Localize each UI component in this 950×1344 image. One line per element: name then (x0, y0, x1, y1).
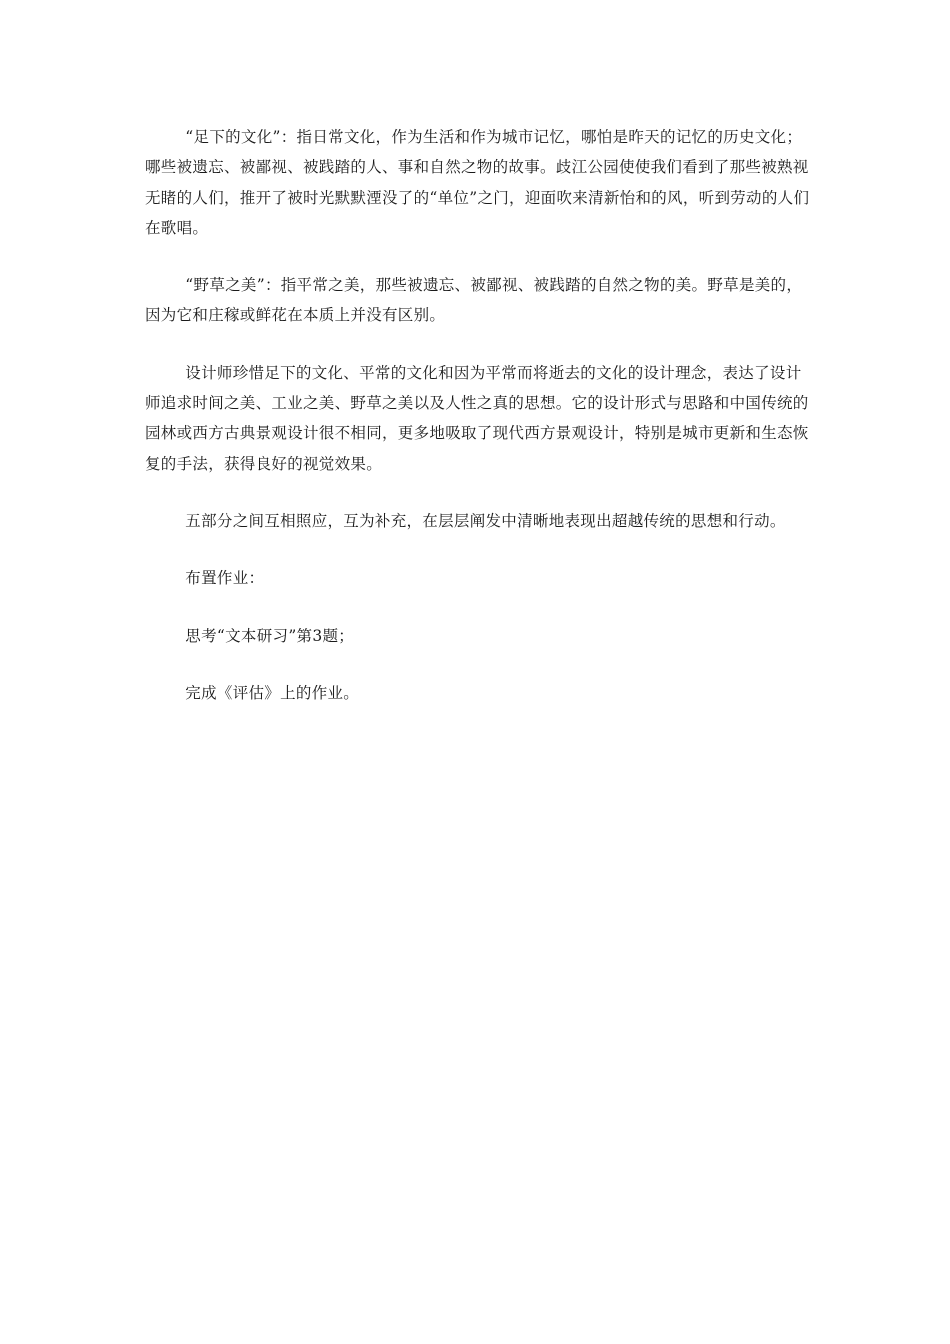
homework-heading: 布置作业： (185, 569, 265, 588)
paragraph-beauty-of-weeds: “野草之美”：指平常之美，那些被遗忘、被鄙视、被践踏的自然之物的美。野草是美的，因为它和庄稼或鲜花在本质上并没有区别。 (145, 276, 803, 325)
homework-item: 思考“文本研习”第3题； (185, 626, 355, 645)
document-body (145, 122, 810, 735)
homework-item: 完成《评估》上的作业。 (185, 683, 360, 702)
paragraph-summary: 五部分之间互相照应，互为补充，在层层阐发中清晰地表现出超越传统的思想和行动。 (185, 511, 786, 530)
paragraph-design-concept: 设计师珍惜足下的文化、平常的文化和因为平常而将逝去的文化的设计理念，表达了设计师追求时间之美、工业之美、野草之美以及人性之真的思想。它的设计形式与思路和中国传统的园林或西方古典景观设计很不相同，更多地吸取了现代西方景观设计，特别是城市更新和生态恢复的手法，获得良好的视觉效果。 (145, 363, 809, 473)
paragraph-culture-underfoot: “足下的文化”：指日常文化，作为生活和作为城市记忆，哪怕是昨天的记忆的历史文化；哪些被遗忘、被鄙视、被践踏的人、事和自然之物的故事。歧江公园使使我们看到了那些被熟视无睹的人们，推开了被时光默默湮没了的“单位”之门，迎面吹来清新怡和的风，听到劳动的人们在歌唱。 (145, 128, 810, 237)
